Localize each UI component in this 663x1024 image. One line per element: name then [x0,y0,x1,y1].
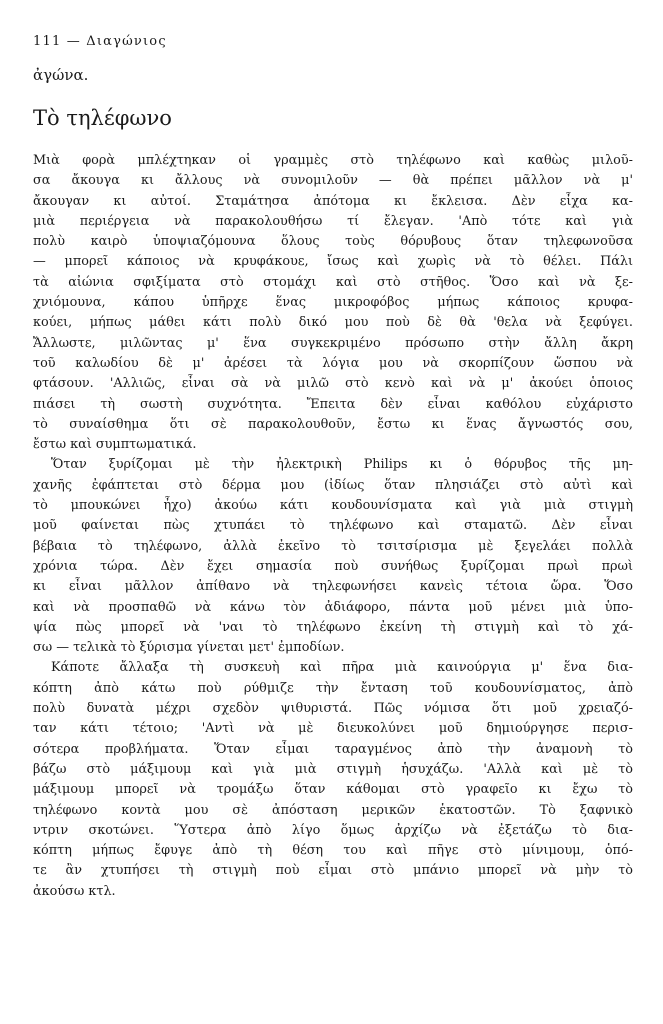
text-line: καὶ νὰ προσπαθῶ νὰ κάνω τὸν ἀδιάφορο, πάντα μοῦ μένει μιὰ ὑπο- [33,599,633,615]
text-line: τηλέφωνο κοντὰ μου σὲ ἀπόσταση μερικῶν ἑκατοστῶν. Τὸ ξαφνικὸ [33,802,633,818]
text-line: ἀκούσω κτλ. [33,883,116,899]
text-line: μάξιμουμ μπορεῖ νὰ τρομάξω ὅταν κάθομαι στὸ γραφεῖο κι ἔχω τὸ [33,782,633,798]
text-line: τε ἂν χτυπήσει τὴ στιγμὴ ποὺ εἶμαι στὸ μπάνιο μπορεῖ νὰ μὴν τὸ [33,863,633,879]
text-line: σα ἄκουγα κι ἄλλους νὰ συνομιλοῦν — θὰ πρέπει μᾶλλον νὰ μ' [33,173,633,189]
text-line: ντριν σκοτώνει. Ὕστερα ἀπὸ λίγο ὅμως ἀρχίζω νὰ ἐξετάζω τὸ δια- [33,822,633,838]
text-line: ἔστω καὶ συμπτωματικά. [33,437,197,453]
text-line: χρόνια τώρα. Δὲν ἔχει σημασία ποὺ συνήθως ξυρίζομαι πρωὶ πρωὶ [33,558,633,574]
text-line: κόπτη μήπως ἔφυγε ἀπὸ τὴ θέση του καὶ πῆγε στὸ μίνιμουμ, ὁπό- [33,843,633,859]
text-line: βέβαια τὸ τηλέφωνο, ἀλλὰ ἐκεῖνο τὸ τσιτσίρισμα μὲ ξεγελάει πολλὰ [33,538,633,554]
book-page [33,0,633,1024]
paragraph [33,455,633,658]
text-line: πιάσει τὴ σωστὴ συχνότητα. Ἔπειτα δὲν εἶναι καθόλου εὐχάριστο [33,396,633,412]
text-line: κούει, μήπως μάθει κάτι πολὺ δικό μου ποὺ δὲ θὰ 'θελα νὰ ξεφύγει. [33,315,633,331]
text-line: σω — τελικὰ τὸ ξύρισμα γίνεται μετ' ἐμποδίων. [33,640,345,656]
paragraph [33,151,633,455]
text-line: ταν κάτι τέτοιο; 'Αντὶ νὰ μὲ διευκολύνει μοῦ δημιούργησε περισ- [33,721,633,737]
text-line: σότερα προβλήματα. Ὅταν εἶμαι ταραγμένος ἀπὸ τὴν ἀναμονὴ τὸ [33,741,633,757]
paragraph [33,658,633,902]
text-line: τοῦ καλωδίου δὲ μ' ἀρέσει τὰ λόγια μου νὰ σκορπίζουν ὥσπου νὰ [33,355,633,371]
text-line: μοῦ φαίνεται πὼς χτυπάει τὸ τηλέφωνο καὶ σταματῶ. Δὲν εἶναι [33,518,633,534]
text-line: τὸ συναίσθημα ὅτι σὲ παρακολουθοῦν, ἔστω κι ἕνας ἄγνωστός σου, [33,416,633,432]
text-line: βάζω στὸ μάξιμουμ καὶ γιὰ μιὰ στιγμὴ ἡσυχάζω. 'Αλλὰ καὶ μὲ τὸ [33,761,633,777]
text-line: κόπτη ἀπὸ κάτω ποὺ ρύθμιζε τὴν ἔνταση τοῦ κουδουνίσματος, ἀπὸ [33,680,633,696]
text-line: Μιὰ φορὰ μπλέχτηκαν οἱ γραμμὲς στὸ τηλέφωνο καὶ καθὼς μιλοῦ- [33,153,633,168]
text-line: πολὺ καιρὸ ὑποψιαζόμουνα ὅλους τοὺς θόρυβους ὅταν τηλεφωνοῦσα [33,234,633,250]
text-line: Ὅταν ξυρίζομαι μὲ τὴν ἠλεκτρικὴ Philips κι ὁ θόρυβος τῆς μη- [51,457,633,473]
text-line: χανῆς ἐφάπτεται στὸ δέρμα μου (ἰδίως ὅταν πλησιάζει στὸ αὐτὶ καὶ [33,477,633,493]
text-line: κι εἶναι μᾶλλον ἀπίθανο νὰ τηλεφωνήσει κανεὶς τέτοια ὥρα. Ὅσο [33,579,633,595]
text-line: Ἄλλωστε, μιλῶντας μ' ἕνα συγκεκριμένο πρόσωπο στὴν ἄλλη ἄκρη [33,335,633,351]
running-header: 111 — Διαγώνιος [33,34,167,49]
text-line: πολὺ δυνατὰ μέχρι σχεδὸν ψιθυριστά. Πῶς νόμισα ὅτι μοῦ χρειαζό- [33,701,633,717]
carryover-text: ἀγώνα. [33,66,89,84]
text-line: χνιόμουνα, κάπου ὑπῆρχε ἕνας μικροφόβος μήπως κάποιος κρυφα- [33,295,633,311]
text-line: ἄκουγαν κι αὐτοί. Σταμάτησα ἀπότομα κι ἔκλεισα. Δὲν εἶχα κα- [33,193,633,209]
text-line: φτάσουν. 'Αλλιῶς, εἶναι σὰ νὰ μιλῶ στὸ κενὸ καὶ νὰ μ' ἀκούει ὁποιος [33,376,633,392]
text-line: τὸ μπουκώνει ἦχο) ἀκούω κάτι κουδουνίσματα καὶ γιὰ μιὰ στιγμὴ [33,498,633,514]
text-line: Κάποτε ἄλλαξα τὴ συσκευὴ καὶ πῆρα μιὰ καινούργια μ' ἕνα δια- [51,660,633,676]
text-line: — μπορεῖ κάποιος νὰ κρυφάκουε, ἴσως καὶ χωρὶς νὰ τὸ θέλει. Πάλι [33,254,633,270]
text-line: μιὰ περιέργεια νὰ παρακολουθήσω τί ἔλεγαν. 'Απὸ τότε καὶ γιὰ [33,213,633,229]
text-line: τὰ αἰώνια σφιξίματα στὸ στομάχι καὶ στὸ στῆθος. Ὅσο καὶ νὰ ξε- [33,274,633,290]
text-line: ψία πὼς μπορεῖ νὰ 'ναι τὸ τηλέφωνο ἐκείνη τὴ στιγμὴ καὶ τὸ χά- [33,619,633,635]
section-title: Τὸ τηλέφωνο [33,106,172,130]
body-text [33,151,633,902]
